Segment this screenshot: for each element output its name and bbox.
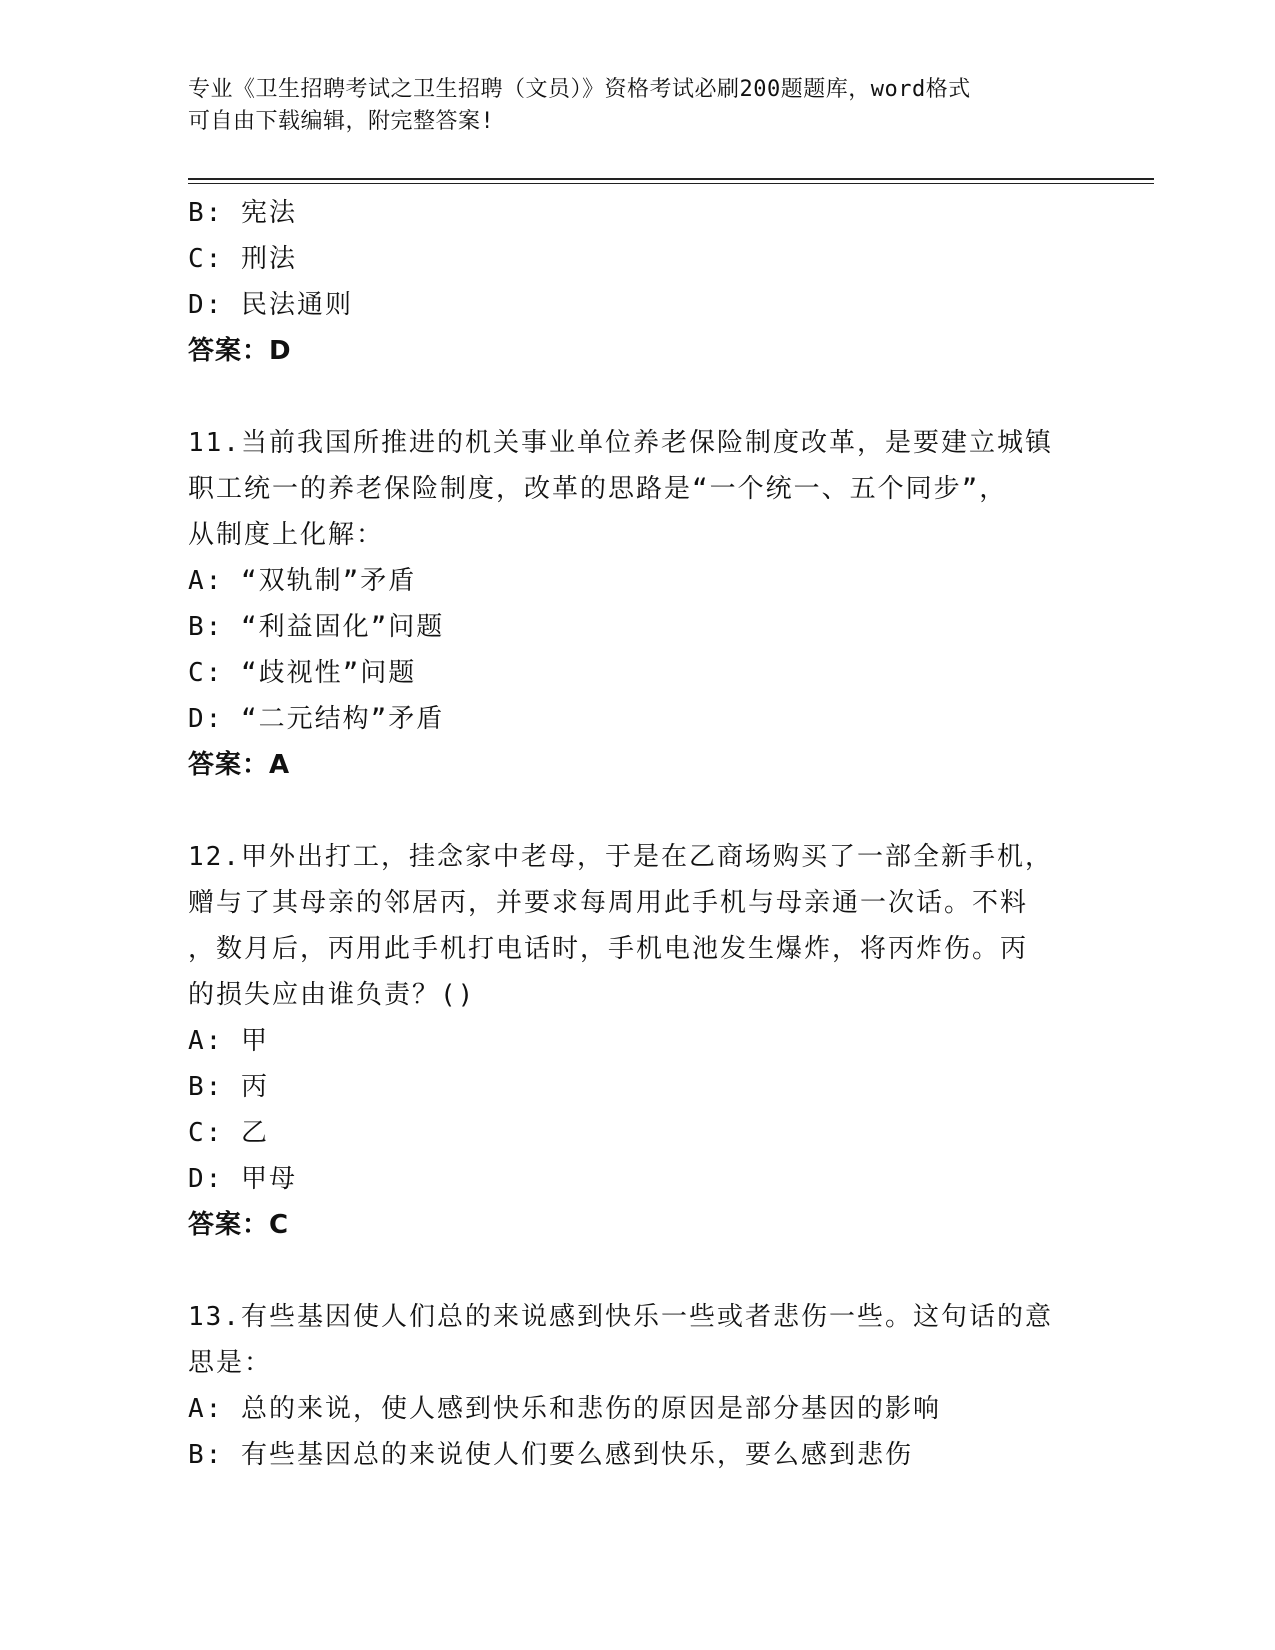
question-13-line-2: 思是： xyxy=(188,1348,273,1378)
q12-option-c: C: 乙 xyxy=(188,1118,269,1148)
q12-answer: 答案：C xyxy=(188,1210,290,1240)
question-content xyxy=(188,190,1088,1478)
question-11-line-3: 从制度上化解： xyxy=(188,520,385,550)
question-13-line-1: 13.有些基因使人们总的来说感到快乐一些或者悲伤一些。这句话的意 xyxy=(188,1302,1053,1332)
q13-option-a: A: 总的来说，使人感到快乐和悲伤的原因是部分基因的影响 xyxy=(188,1394,941,1424)
q12-option-b: B: 丙 xyxy=(188,1072,269,1102)
q13-option-b: B: 有些基因总的来说使人们要么感到快乐，要么感到悲伤 xyxy=(188,1440,913,1470)
question-11-line-2: 职工统一的养老保险制度，改革的思路是“一个统一、五个同步”， xyxy=(188,474,1008,504)
header-line-2: 可自由下载编辑，附完整答案! xyxy=(188,109,495,134)
answer-line: 答案：D xyxy=(188,336,292,366)
question-12-line-3: ，数月后，丙用此手机打电话时，手机电池发生爆炸，将丙炸伤。丙 xyxy=(188,934,1029,964)
spacer xyxy=(188,374,1088,420)
q11-option-c: C: “歧视性”问题 xyxy=(188,658,417,688)
header-line-1: 专业《卫生招聘考试之卫生招聘（文员）》资格考试必刷200题题库，word格式 xyxy=(188,77,971,102)
q11-option-a: A: “双轨制”矛盾 xyxy=(188,566,417,596)
q11-option-d: D: “二元结构”矛盾 xyxy=(188,704,445,734)
q11-option-b: B: “利益固化”问题 xyxy=(188,612,445,642)
spacer xyxy=(188,788,1088,834)
question-12-line-2: 赠与了其母亲的邻居丙，并要求每周用此手机与母亲通一次话。不料 xyxy=(188,888,1029,918)
question-12-line-1: 12.甲外出打工，挂念家中老母，于是在乙商场购买了一部全新手机， xyxy=(188,842,1053,872)
q12-option-a: A: 甲 xyxy=(188,1026,269,1056)
spacer xyxy=(188,1248,1088,1294)
option-c: C: 刑法 xyxy=(188,244,297,274)
header-rule-thin xyxy=(188,183,1154,184)
header-rule-thick xyxy=(188,178,1154,180)
option-b: B: 宪法 xyxy=(188,198,297,228)
option-d: D: 民法通则 xyxy=(188,290,353,320)
page-header xyxy=(188,74,1088,138)
q12-option-d: D: 甲母 xyxy=(188,1164,297,1194)
question-12-line-4: 的损失应由谁负责？() xyxy=(188,980,476,1010)
q11-answer: 答案：A xyxy=(188,750,291,780)
question-11-line-1: 11.当前我国所推进的机关事业单位养老保险制度改革，是要建立城镇 xyxy=(188,428,1053,458)
